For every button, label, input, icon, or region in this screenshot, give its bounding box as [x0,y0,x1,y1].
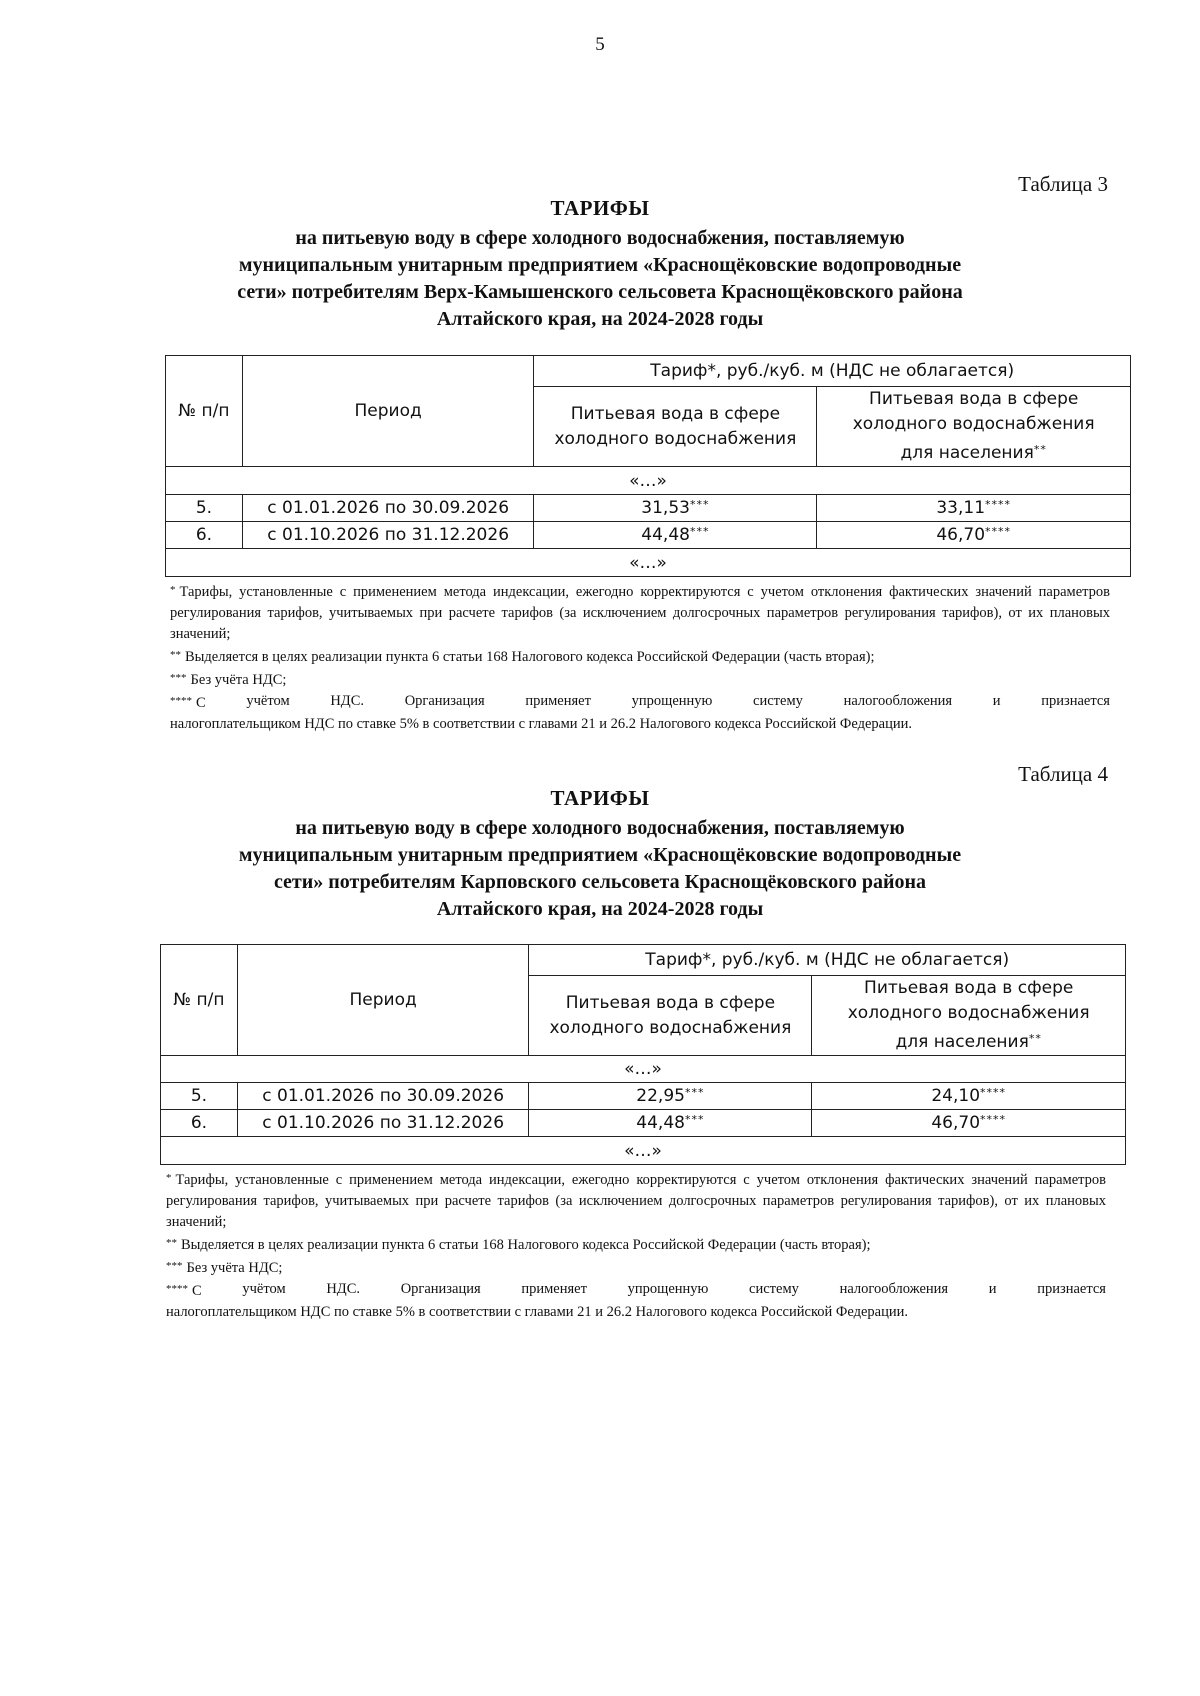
row-num: 5. [166,495,243,522]
row-water-population: 46,70**** [812,1110,1126,1137]
table-3-title: ТАРИФЫ [550,196,650,220]
table-4-subtitle-line: муниципальным унитарным предприятием «Краснощёковские водопроводные [238,844,962,866]
header-tariff: Тариф*, руб./куб. м (НДС не облагается) [529,945,1126,976]
footnote-3: *** Без учёта НДС; [170,672,287,688]
footnote-4-continued: налогоплательщиком НДС по ставке 5% в соответствии с главами 21 и 26.2 Налогового кодекса Российской Федерации. [170,716,912,732]
table-3-subtitle [150,225,1050,333]
row-water: 44,48*** [529,1110,812,1137]
ellipsis-cell: «…» [166,467,1131,495]
table-3-subtitle-line: муниципальным унитарным предприятием «Краснощёковские водопроводные [238,254,962,276]
header-tariff: Тариф*, руб./куб. м (НДС не облагается) [534,356,1131,387]
row-water: 22,95*** [529,1083,812,1110]
footnote-1: * Тарифы, установленные с применением метода индексации, ежегодно корректируются с учетом отклонения фактических значений параметров регулирования тарифов, учитываемых при расчете тарифов (за исключением долгосрочных параметров регулирования тарифов), от их плановых значений; [166,1172,1106,1230]
table-3-footnotes [170,580,1110,735]
table-row [161,1083,1126,1110]
header-num: № п/п [166,356,243,467]
table-3-subtitle-line: сети» потребителям Верх-Камышенского сельсовета Краснощёковского района [237,281,963,303]
ellipsis-cell: «…» [161,1056,1126,1083]
ellipsis-cell: «…» [161,1137,1126,1165]
table-row [161,1110,1126,1137]
table-row [166,522,1131,549]
footnote-3: *** Без учёта НДС; [166,1260,283,1276]
header-num: № п/п [161,945,238,1056]
table-4-subtitle-line: Алтайского края, на 2024-2028 годы [436,898,764,920]
table-4-subtitle [150,815,1050,923]
ellipsis-cell: «…» [166,549,1131,577]
footnote-4-continued: налогоплательщиком НДС по ставке 5% в соответствии с главами 21 и 26.2 Налогового кодекса Российской Федерации. [166,1304,908,1320]
row-water-population: 46,70**** [817,522,1131,549]
table-3-label: Таблица 3 [1018,172,1108,196]
row-water-population: 33,11**** [817,495,1131,522]
row-water-population: 24,10**** [812,1083,1126,1110]
row-period: с 01.10.2026 по 31.12.2026 [242,522,534,549]
row-num: 5. [161,1083,238,1110]
table-row [166,467,1131,495]
row-num: 6. [166,522,243,549]
footnote-2: ** Выделяется в целях реализации пункта 6 статьи 168 Налогового кодекса Российской Федерации (часть вторая); [166,1237,871,1253]
row-period: с 01.10.2026 по 31.12.2026 [237,1110,529,1137]
table-3-subtitle-line: на питьевую воду в сфере холодного водоснабжения, поставляемую [295,227,905,249]
table-row [166,495,1131,522]
table-3 [165,355,1131,577]
table-3-heading [0,196,1200,333]
row-num: 6. [161,1110,238,1137]
table-4-label: Таблица 4 [1018,762,1108,786]
header-period: Период [237,945,529,1056]
table-4-subtitle-line: сети» потребителям Карповского сельсовета Краснощёковского района [273,871,927,893]
row-water: 31,53*** [534,495,817,522]
table-header-row [166,356,1131,387]
header-period: Период [242,356,534,467]
header-water: Питьевая вода в сфере холодного водоснабжения [529,976,812,1056]
table-4-subtitle-line: на питьевую воду в сфере холодного водоснабжения, поставляемую [295,817,905,839]
footnote-1: * Тарифы, установленные с применением метода индексации, ежегодно корректируются с учетом отклонения фактических значений параметров регулирования тарифов, учитываемых при расчете тарифов (за исключением долгосрочных параметров регулирования тарифов), от их плановых значений; [170,584,1110,642]
footnote-4: **** С учётом НДС. Организация применяет упрощенную систему налогообложения и признается [166,1281,1106,1299]
header-water-population: Питьевая вода в сфере холодного водоснабжения для населения** [812,976,1126,1056]
table-4 [160,944,1126,1165]
table-4-title: ТАРИФЫ [550,786,650,810]
table-row [161,1056,1126,1083]
row-water: 44,48*** [534,522,817,549]
page-number: 5 [595,34,605,55]
row-period: с 01.01.2026 по 30.09.2026 [242,495,534,522]
row-period: с 01.01.2026 по 30.09.2026 [237,1083,529,1110]
table-header-row [161,945,1126,976]
table-4-heading [0,786,1200,923]
table-row [166,549,1131,577]
header-water: Питьевая вода в сфере холодного водоснабжения [534,387,817,467]
table-3-subtitle-line: Алтайского края, на 2024-2028 годы [436,308,764,330]
footnote-2: ** Выделяется в целях реализации пункта 6 статьи 168 Налогового кодекса Российской Федерации (часть вторая); [170,649,875,665]
table-row [161,1137,1126,1165]
footnote-4: **** С учётом НДС. Организация применяет упрощенную систему налогообложения и признается [170,693,1110,711]
table-4-footnotes [166,1168,1106,1323]
header-water-population: Питьевая вода в сфере холодного водоснабжения для населения** [817,387,1131,467]
